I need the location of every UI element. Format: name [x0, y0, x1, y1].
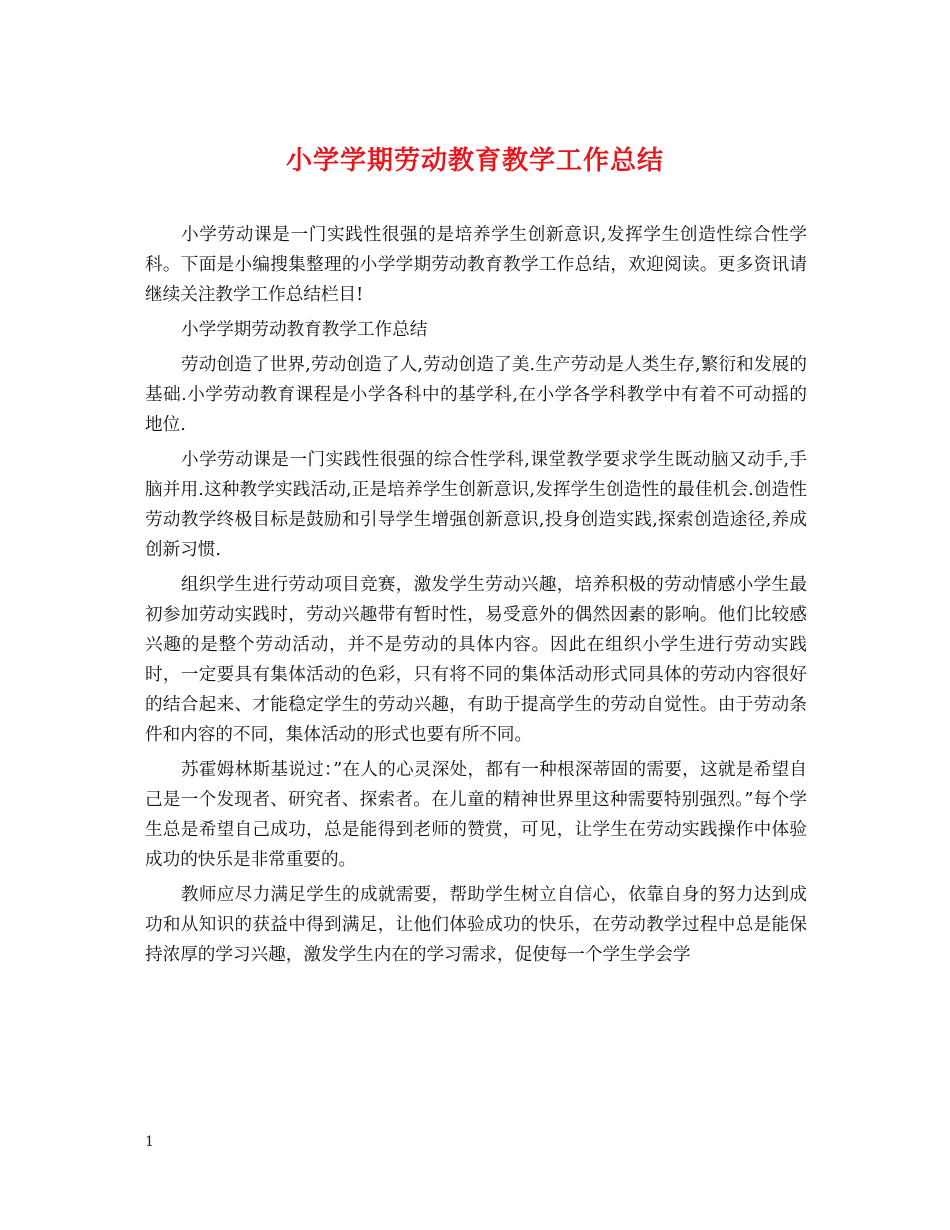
paragraph-teacher: 教师应尽力满足学生的成就需要，帮助学生树立自信心，依靠自身的努力达到成功和从知识的获益中得到满足，让他们体验成功的快乐，在劳动教学过程中总是能保持浓厚的学习兴趣，激发学生内在的学习需求，促使每一个学生学会学: [145, 885, 807, 965]
document-body: [145, 220, 807, 975]
page-number: 1: [145, 1134, 154, 1150]
paragraph-competition: 组织学生进行劳动项目竞赛，激发学生劳动兴趣，培养积极的劳动情感小学生最初参加劳动实践时，劳动兴趣带有暂时性，易受意外的偶然因素的影响。他们比较感兴趣的是整个劳动活动，并不是劳动的具体内容。因此在组织小学生进行劳动实践时，一定要具有集体活动的色彩，只有将不同的集体活动形式同具体的劳动内容很好的结合起来、才能稳定学生的劳动兴趣，有助于提高学生的劳动自觉性。由于劳动条件和内容的不同，集体活动的形式也要有所不同。: [145, 575, 807, 745]
paragraph-subtitle: 小学学期劳动教育教学工作总结: [181, 320, 428, 340]
paragraph-quote: 苏霍姆林斯基说过：”在人的心灵深处，都有一种根深蒂固的需要，这就是希望自己是一个发现者、研究者、探索者。在儿童的精神世界里这种需要特别强烈。”每个学生总是希望自己成功，总是能得到老师的赞赏，可见，让学生在劳动实践操作中体验成功的快乐是非常重要的。: [145, 760, 807, 870]
paragraph-practice-course: 小学劳动课是一门实践性很强的综合性学科,课堂教学要求学生既动脑又动手,手脑并用.这种教学实践活动,正是培养学生创新意识,发挥学生创造性的最佳机会.创造性劳动教学终极目标是鼓励和引导学生增强创新意识,投身创造实践,探索创造途径,养成创新习惯.: [145, 450, 807, 560]
paragraph-intro: 小学劳动课是一门实践性很强的是培养学生创新意识,发挥学生创造性综合性学科。下面是小编搜集整理的小学学期劳动教育教学工作总结，欢迎阅读。更多资讯请继续关注教学工作总结栏目!: [145, 225, 807, 305]
document-title: 小学学期劳动教育教学工作总结: [285, 146, 664, 176]
paragraph-labor-creates: 劳动创造了世界,劳动创造了人,劳动创造了美.生产劳动是人类生存,繁衍和发展的基础.小学劳动教育课程是小学各科中的基学科,在小学各学科教学中有着不可动摇的地位.: [145, 355, 807, 435]
